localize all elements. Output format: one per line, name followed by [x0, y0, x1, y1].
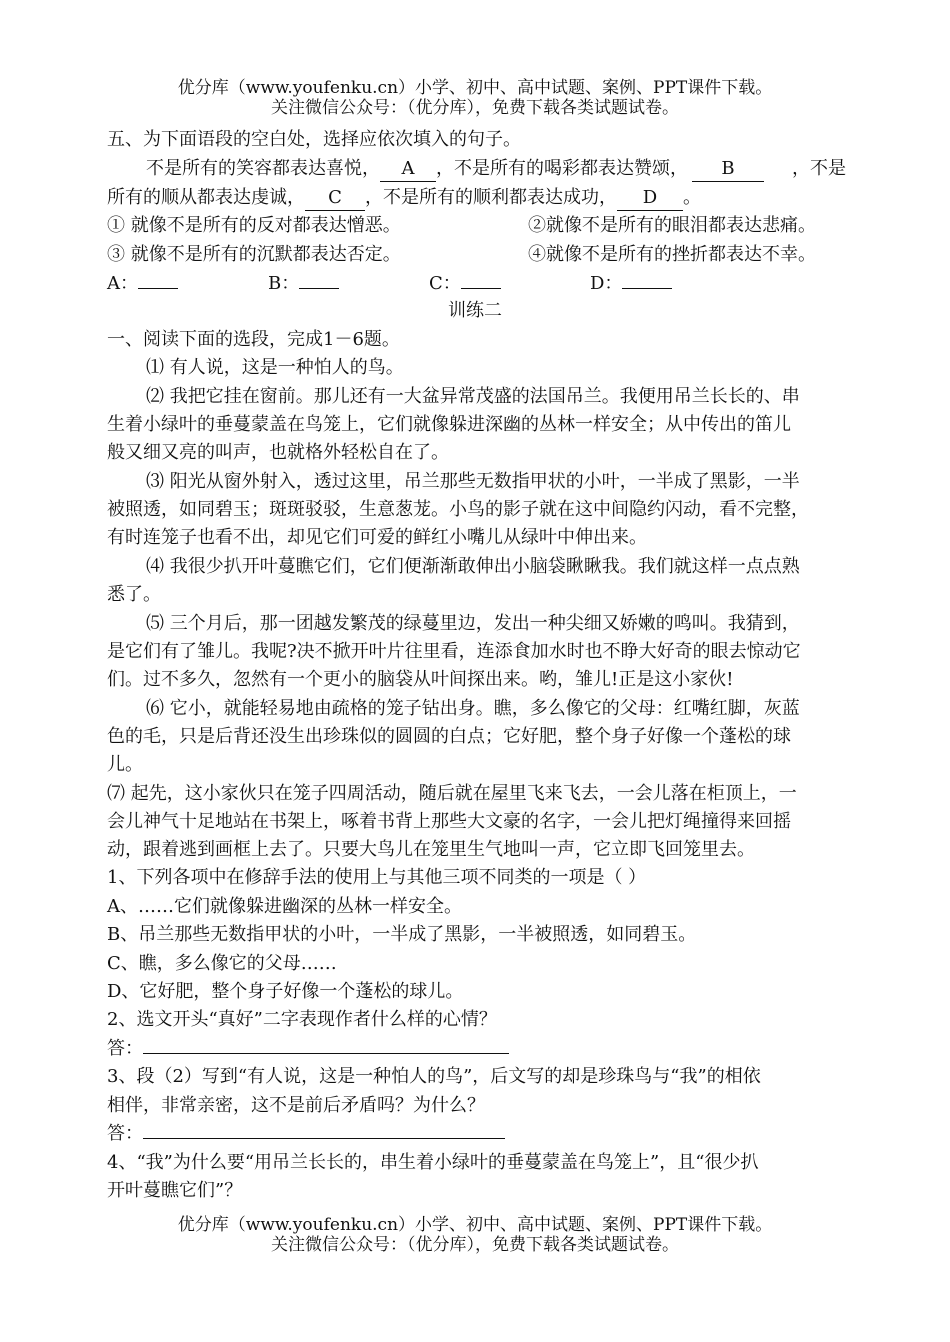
question-2: 2、选文开头“真好”二字表现作者什么样的心情？ [107, 1009, 497, 1030]
passage-p5-l3: 们。过不多久，忽然有一个更小的脑袋从叶间探出来。哟，雏儿!正是这小家伙! [107, 669, 734, 690]
header-line-2: 关注微信公众号：（优分库），免费下载各类试题试卷。 [271, 98, 679, 118]
passage-p5-l2: 是它们有了雏儿。我呢?决不掀开叶片往里看，连添食加水时也不睁大好奇的眼去惊动它 [107, 641, 801, 662]
question-1-option-d: D、它好肥，整个身子好像一个蓬松的球儿。 [107, 981, 464, 1002]
para-part-6: 。 [683, 187, 701, 208]
answer-2-label: 答： [107, 1038, 143, 1059]
footer-line-2: 关注微信公众号：（优分库），免费下载各类试题试卷。 [271, 1235, 679, 1255]
para-part-5: ，不是所有的顺利都表达成功， [365, 187, 617, 208]
para-part-1: 不是所有的笑容都表达喜悦， [146, 158, 380, 179]
answer-3 [107, 1122, 505, 1146]
answer-b-blank[interactable] [299, 288, 339, 289]
passage-p2-l1: ⑵ 我把它挂在窗前。那儿还有一大盆异常茂盛的法国吊兰。我便用吊兰长长的、串 [146, 386, 800, 407]
passage-p6-l1: ⑹ 它小，就能轻易地由疏格的笼子钻出身。瞧，多么像它的父母：红嘴红脚，灰蓝 [146, 698, 800, 719]
answer-a [107, 272, 178, 296]
answer-2-line[interactable] [143, 1053, 509, 1054]
blank-c: C [305, 186, 365, 211]
para-part-3: ，不是 [792, 158, 846, 179]
question-1-option-a: A、……它们就像躲进幽深的丛林一样安全。 [107, 896, 462, 917]
training2-intro: 一、阅读下面的选段，完成1－6题。 [107, 329, 400, 350]
answer-c [429, 272, 501, 296]
question-3-l2: 相伴，非常亲密，这不是前后矛盾吗？为什么？ [107, 1095, 485, 1116]
question-3-l1: 3、段（2）写到“有人说，这是一种怕人的鸟”，后文写的却是珍珠鸟与“我”的相依 [107, 1066, 761, 1087]
answer-b [268, 272, 339, 296]
answer-3-line[interactable] [143, 1138, 505, 1139]
question-4-l1: 4、“我”为什么要“用吊兰长长的，串生着小绿叶的垂蔓蒙盖在鸟笼上”，且“很少扒 [107, 1152, 759, 1173]
passage-p7-l1: ⑺ 起先，这小家伙只在笼子四周活动，随后就在屋里飞来飞去，一会儿落在柜顶上，一 [107, 783, 797, 804]
passage-p3-l1: ⑶ 阳光从窗外射入，透过这里，吊兰那些无数指甲状的小叶，一半成了黑影，一半 [146, 471, 800, 492]
answer-2 [107, 1037, 509, 1061]
passage-p4-l1: ⑷ 我很少扒开叶蔓瞧它们，它们便渐渐敢伸出小脑袋瞅瞅我。我们就这样一点点熟 [146, 556, 800, 577]
option-3: ③ 就像不是所有的沉默都表达否定。 [107, 244, 401, 265]
passage-p2-l2: 生着小绿叶的垂蔓蒙盖在鸟笼上，它们就像躲进深幽的丛林一样安全；从中传出的笛儿 [107, 414, 791, 435]
passage-p7-l2: 会儿神气十足地站在书架上，啄着书背上那些大文豪的名字，一会儿把灯绳撞得来回摇 [107, 811, 791, 832]
para-part-4: 所有的顺从都表达虔诚， [107, 187, 305, 208]
option-2: ②就像不是所有的眼泪都表达悲痛。 [528, 215, 816, 236]
option-4: ④就像不是所有的挫折都表达不幸。 [528, 244, 816, 265]
answer-3-label: 答： [107, 1123, 143, 1144]
answer-d-blank[interactable] [622, 288, 672, 289]
blank-d: D [617, 186, 683, 211]
answer-c-blank[interactable] [461, 288, 501, 289]
question-1-option-b: B、吊兰那些无数指甲状的小叶，一半成了黑影，一半被照透，如同碧玉。 [107, 924, 697, 945]
section5-para-line1 [146, 157, 846, 182]
passage-p1: ⑴ 有人说，这是一种怕人的鸟。 [146, 357, 404, 378]
passage-p4-l2: 悉了。 [107, 584, 161, 605]
option-1: ① 就像不是所有的反对都表达憎恶。 [107, 215, 401, 236]
question-4-l2: 开叶蔓瞧它们”？ [107, 1180, 243, 1201]
answer-a-blank[interactable] [138, 288, 178, 289]
section5-para-line2 [107, 186, 701, 211]
training2-title: 训练二 [448, 300, 502, 321]
passage-p2-l3: 般又细又亮的叫声，也就格外轻松自在了。 [107, 442, 449, 463]
answer-d [590, 272, 672, 296]
header-line-1: 优分库（www.youfenku.cn）小学、初中、高中试题、案例、PPT课件下载。 [177, 78, 773, 98]
answer-d-label: D： [590, 273, 623, 294]
answer-a-label: A： [107, 273, 138, 294]
question-1: 1、下列各项中在修辞手法的使用上与其他三项不同类的一项是（ ） [107, 867, 647, 888]
passage-p6-l3: 儿。 [107, 754, 143, 775]
section5-title: 五、为下面语段的空白处，选择应依次填入的句子。 [107, 129, 521, 150]
passage-p6-l2: 色的毛，只是后背还没生出珍珠似的圆圆的白点；它好肥，整个身子好像一个蓬松的球 [107, 726, 791, 747]
passage-p5-l1: ⑸ 三个月后，那一团越发繁茂的绿蔓里边，发出一种尖细又娇嫩的鸣叫。我猜到， [146, 613, 800, 634]
passage-p3-l3: 有时连笼子也看不出，却见它们可爱的鲜红小嘴儿从绿叶中伸出来。 [107, 527, 647, 548]
footer-line-1: 优分库（www.youfenku.cn）小学、初中、高中试题、案例、PPT课件下载。 [177, 1215, 773, 1235]
blank-a: A [380, 157, 436, 182]
passage-p7-l3: 动，跟着逃到画框上去了。只要大鸟儿在笼里生气地叫一声，它立即飞回笼里去。 [107, 839, 755, 860]
answer-b-label: B： [268, 273, 300, 294]
question-1-option-c: C、瞧，多么像它的父母…… [107, 953, 337, 974]
para-part-2: ，不是所有的喝彩都表达赞颂， [436, 158, 688, 179]
blank-b: B [692, 157, 764, 182]
passage-p3-l2: 被照透，如同碧玉；斑斑驳驳，生意葱茏。小鸟的影子就在这中间隐约闪动，看不完整， [107, 499, 809, 520]
answer-c-label: C： [429, 273, 461, 294]
